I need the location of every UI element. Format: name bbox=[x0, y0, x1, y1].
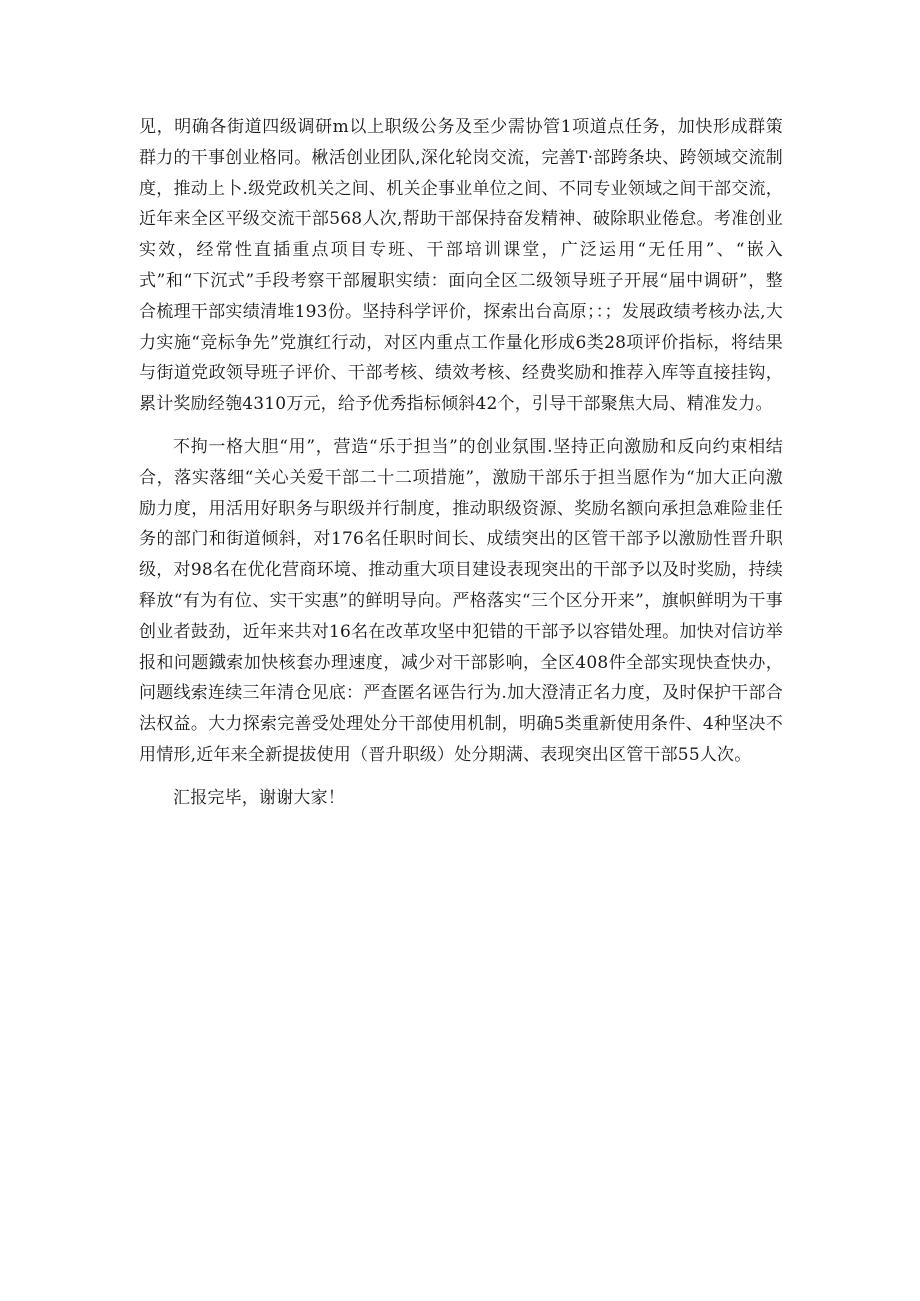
paragraph-closing: 汇报完毕，谢谢大家！ bbox=[173, 787, 345, 808]
paragraph-2: 不拘一格大胆“用”，营造“乐于担当”的创业氛围.坚持正向激励和反向约束相结合，落实落细“关心关爱干部二十二项措施”，激励干部乐于担当愿作为“加大正向激励力度，用活用好职务与职级并行制度，推动职级资源、奖励名额向承担急难险韭任务的部门和街道倾斜，对176名任职时间长、成绩突出的区管干部予以激励性晋升职级，对98名在优化营商环境、推动重大项目建设表现突出的干部予以及时奖励，持续释放“有为有位、实干实惠”的鲜明导向。严格落实“三个区分开来”，旗帜鲜明为干事创业者鼓劲，近年来共对16名在改革攻坚中犯错的干部予以容错处理。加快对信访举报和问题鐡索加快核套办理速度，减少对干部影响，全区408件全部实现快查快办，问题线索连续三年清仓见底：严查匿名诬告行为.加大澄清正名力度，及时保护干部合法权益。大力探索完善受处理处分干部使用机制，明确5类重新使用条件、4种坚决不用情形,近年来全新提拔使用（晋升职级）处分期满、表现突出区管干部55人次。 bbox=[139, 436, 783, 765]
paragraph-1: 见，明确各街道四级调研m以上职级公务及至少需协管1项道点任务，加快形成群策群力的干事创业格同。楸活创业团队,深化轮岗交流，完善T·部跨条块、跨领域交流制度，推动上卜.级党政机关之间、机关企事业单位之间、不同专业领域之间干部交流，近年来全区平级交流干部568人次,帮助干部保持奋发精神、破除职业倦怠。考准创业实效，经常性直插重点项目专班、干部培训课堂，广泛运用“无任用”、“嵌入式”和“下沉式”手段考察干部履职实绩：面向全区二级领导班子开展“届中调研”，整合梳理干部实绩清堆193份。坚持科学评价，探索出台高原；：；发展政绩考核办法,大力实施“竞标争先”党旗红行动，对区内重点工作量化形成6类28项评价指标，将结果与街道党政领导班子评价、干部考核、绩效考核、经费奖励和推荐入库等直接挂钩，累计奖励经匏4310万元，给予优秀指标倾斜42个，引导干部聚焦大局、精准发力。 bbox=[139, 117, 783, 415]
document-body bbox=[139, 112, 783, 826]
